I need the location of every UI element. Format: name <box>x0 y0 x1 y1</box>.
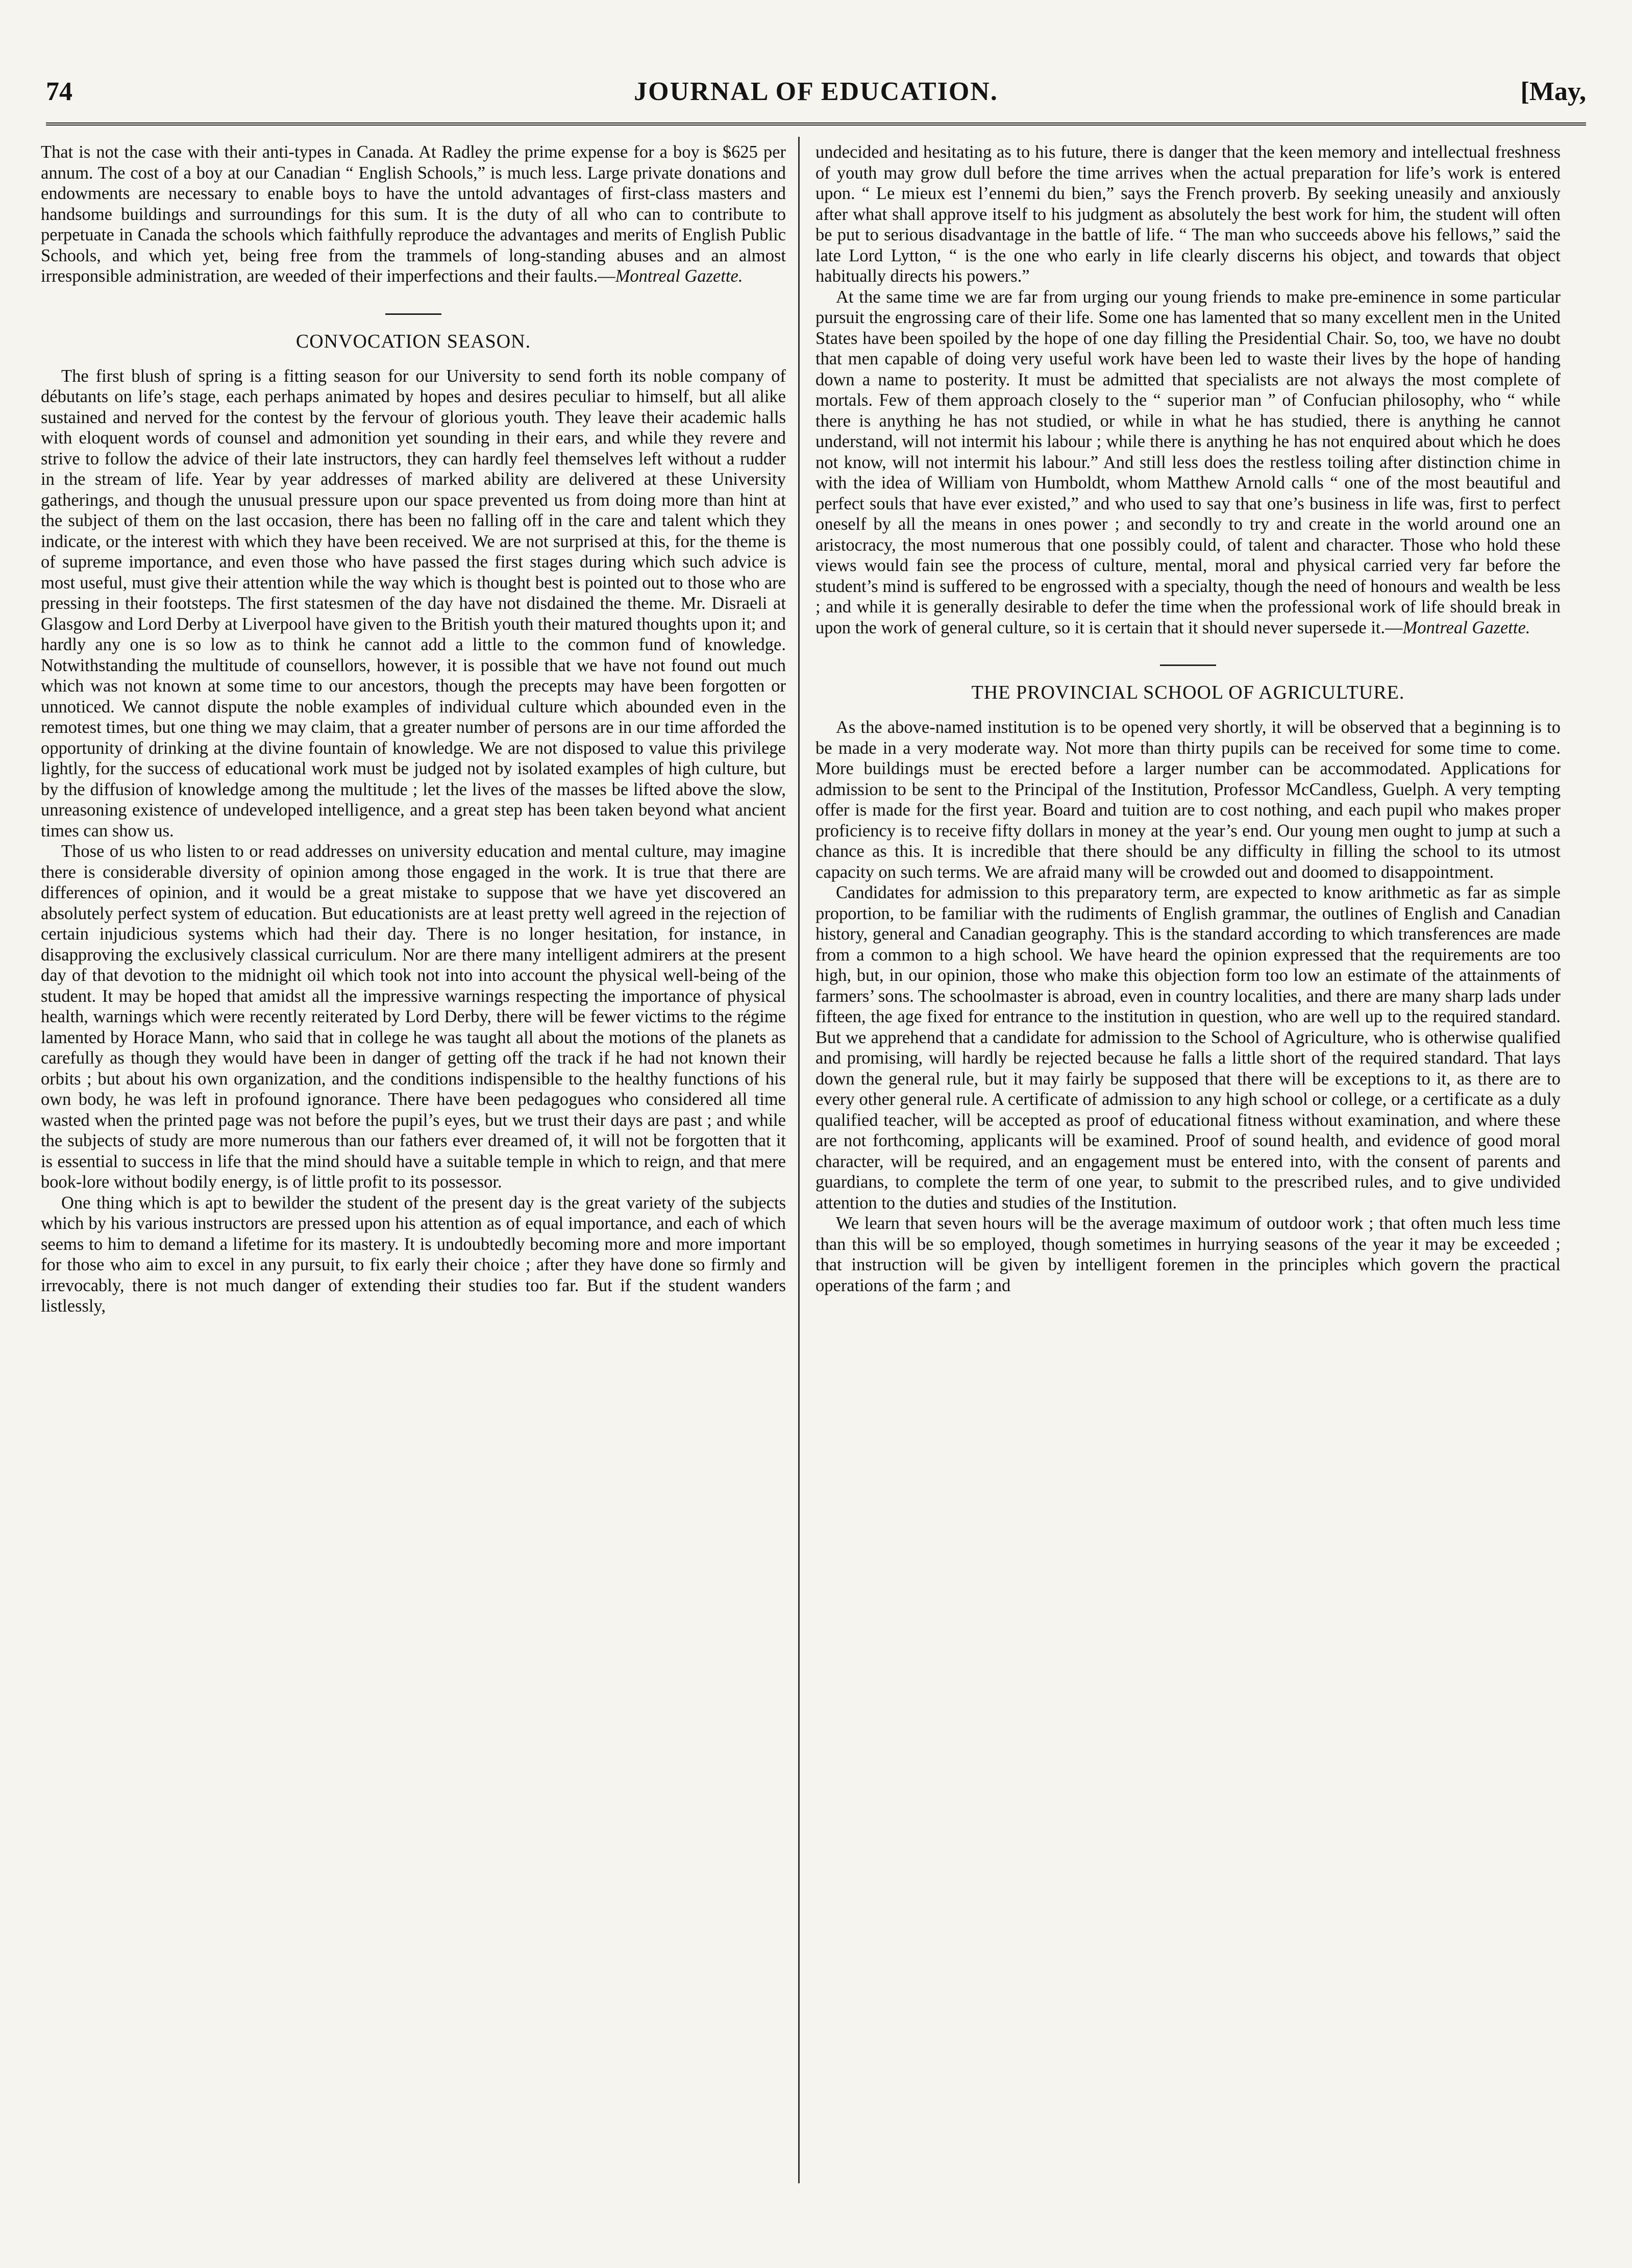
section-separator <box>1160 664 1216 666</box>
continuation-text: That is not the case with their anti-types in Canada. At Radley the prime expense for a boy is $625 per annum. The cost of a boy at our Canadian “ English Schools,” is much less. Large private donations and endowments are necessary to enable boys to have the untold advantages of first-class masters and handsome buildings and surroundings for this sum. It is the duty of all who can to contribute to perpetuate in Canada the schools which faithfully reproduce the advantages and merits of English Public Schools, and which yet, being free from the trammels of long-standing abuses and an almost irresponsible administration, are weeded of their imperfections and their faults.— <box>41 142 786 286</box>
article-paragraph: Those of us who listen to or read addresses on university education and mental culture, may imagine there is considerable diversity of opinion among those engaged in the work. It is true that there are differences of opinion, and it would be a great mistake to suppose that we have yet discovered an absolutely perfect system of education. But educationists are at least pretty well agreed in the rejection of certain injudicious systems which had their day. There is no longer hesitation, for instance, in disapproving the exclusively classical curriculum. Nor are there many intelligent admirers at the present day of that devotion to the midnight oil which took not into into account the physical well-being of the student. It may be hoped that amidst all the impressive warnings respecting the importance of physical health, warnings which were recently reiterated by Lord Derby, there will be fewer victims to the régime lamented by Horace Mann, who said that in college he was taught all about the motions of the planets as carefully as though they would have been in danger of getting off the track if he had not known their orbits ; but about his own organization, and the conditions indispensible to the healthy functions of his own body, he was left in profound ignorance. There have been pedagogues who considered all time wasted when the printed page was not before the pupil’s eyes, but we trust their days are past ; and while the subjects of study are more numerous than our fathers ever dreamed of, it will not be forgotten that it is essential to success in life that the mind should have a suitable temple in which to reign, and that mere book-lore without bodily energy, is of little profit to its possessor. <box>41 842 786 1192</box>
article-paragraph: We learn that seven hours will be the average maximum of outdoor work ; that often much less time than this will be so employed, though sometimes in hurrying seasons of the year it may be exceeded ; that instruction will be given by intelligent foremen in the principles which govern the practical operations of the farm ; and <box>815 1214 1561 1295</box>
article-paragraph <box>815 287 1561 638</box>
article-paragraph: The first blush of spring is a fitting season for our University to send forth its noble company of débutants on life’s stage, each perhaps animated by hopes and desires peculiar to himself, but all alike sustained and nerved for the contest by the fervour of glorious youth. They leave their academic halls with eloquent words of counsel and admonition yet sounding in their ears, and while they revere and strive to follow the advice of their late instructors, they can hardly feel themselves left without a rudder in the stream of life. Year by year addresses of marked ability are delivered at these University gatherings, and though the unusual pressure upon our space prevented us from doing more than hint at the subject of them on the last occasion, there has been no falling off in the care and talent which they indicate, or the interest with which they have been received. We are not surprised at this, for the theme is of supreme importance, and even those who have passed the first stages during which such advice is most useful, must give their attention while the way which is thought best is pointed out to those who are pressing in their footsteps. The first statesmen of the day have not disdained the theme. Mr. Disraeli at Glasgow and Lord Derby at Liverpool have given to the British youth their matured thoughts upon it; and hardly any one is so low as to think he cannot add a little to the common fund of knowledge. Notwithstanding the multitude of counsellors, however, it is possible that we have not found out much which was not known at some time to our ancestors, though the precepts may have been forgotten or unnoticed. We cannot dispute the noble examples of individual culture which abounded even in the remotest times, but one thing we may claim, that a greater number of persons are in our time afforded the opportunity of drinking at the divine fountain of knowledge. We are not disposed to value this privilege lightly, for the success of educational work must be judged not by isolated examples of high culture, but by the diffusion of knowledge among the multitude ; let the lives of the masses be lifted above the slow, unreasoning existence of undeveloped intelligence, and a great step has been taken beyond what ancient times can show us. <box>41 366 786 841</box>
right-column <box>815 142 1561 2178</box>
section-title-convocation: CONVOCATION SEASON. <box>295 330 531 352</box>
article-continuation: undecided and hesitating as to his future, there is danger that the keen memory and intellectual freshness of youth may grow dull before the time arrives when the actual preparation for life’s work is entered upon. “ Le mieux est l’ennemi du bien,” says the French proverb. By seeking uneasily and anxiously after what shall approve itself to his judgment as absolutely the best work for him, the student will often be put to serious disadvantage in the battle of life. “ The man who succeeds above his fellows,” said the late Lord Lytton, “ is the one who early in life clearly discerns his object, and towards that object habitually directs his powers.” <box>815 142 1561 286</box>
article-continuation <box>41 142 786 287</box>
article-paragraph: As the above-named institution is to be opened very shortly, it will be observed that a beginning is to be made in a very moderate way. Not more than thirty pupils can be received for some time to come. More buildings must be erected before a larger number can be accommodated. Applications for admission to be sent to the Principal of the Institution, Professor McCandless, Guelph. A very tempting offer is made for the first year. Board and tuition are to cost nothing, and each pupil who makes proper proficiency is to receive fifty dollars in money at the year’s end. Our young men ought to jump at such a chance as this. It is incredible that there should be any difficulty in filling the school to its utmost capacity on such terms. We are afraid many will be crowded out and doomed to disappointment. <box>815 718 1561 882</box>
journal-title: JOURNAL OF EDUCATION. <box>634 77 998 106</box>
issue-month: [May, <box>1520 77 1586 106</box>
page-number: 74 <box>46 77 72 106</box>
header-rule <box>46 122 1586 126</box>
paragraph-text: At the same time we are far from urging our young friends to make pre-eminence in some particular pursuit the engrossing care of their life. Some one has lamented that so many excellent men in the United States have been spoiled by the hope of one day filling the Presidential Chair. So, too, we have no doubt that men capable of doing very useful work have been led to waste their lives by the hope of handing down a name to posterity. It must be admitted that specialists are not always the most complete of mortals. Few of them approach closely to the “ superior man ” of Confucian philosophy, who “ while there is anything he has not studied, or while in what he has studied, there is anything he cannot understand, will not intermit his labour ; while there is anything he has not enquired about which he does not know, will not intermit his labour.” And still less does the restless toiling after distinction chime in with the idea of William von Humboldt, whom Matthew Arnold calls “ one of the most beautiful and perfect souls that have ever existed,” and who used to say that one’s business in life was, first to perfect oneself by all the means in ones power ; and secondly to try and create in the world around one an aristocracy, the most numerous that one possibly could, of talent and character. Those who hold these views would fain see the process of culture, mental, moral and physical carried very far before the student’s mind is suffered to be engrossed with a specialty, though the need of honours and wealth be less ; and while it is generally desirable to defer the time when the professional work of life should break in upon the work of general culture, so it is certain that it should never supersede it.— <box>815 287 1561 637</box>
column-divider <box>798 137 800 2183</box>
running-head <box>46 77 1586 138</box>
article-paragraph: Candidates for admission to this preparatory term, are expected to know arithmetic as far as simple proportion, to be familiar with the rudiments of English grammar, the outlines of English and Canadian history, general and Canadian geography. This is the standard according to which transferences are made from a common to a high school. We have heard the opinion expressed that the requirements are too high, but, in our opinion, those who make this objection form too low an estimate of the attainments of farmers’ sons. The schoolmaster is abroad, even in country localities, and there are many sharp lads under fifteen, the age fixed for entrance to the institution in question, who are well up to the required standard. But we apprehend that a candidate for admission to the School of Agriculture, who is otherwise qualified and promising, will hardly be rejected because he falls a little short of the required standard. That lays down the general rule, but it may fairly be supposed that there will be exceptions to it, as there are to every other general rule. A certificate of admission to any high school or college, or a certificate as a duly qualified teacher, will be accepted as proof of educational fitness without examination, and where these are not forthcoming, applicants will be examined. Proof of sound health, and evidence of good moral character, will be required, and an engagement must be entered into, with the consent of parents and guardians, to complete the term of one year, to submit to the prescribed rules, and to give undivided attention to the duties and studies of the Institution. <box>815 883 1561 1213</box>
article-paragraph: One thing which is apt to bewilder the student of the present day is the great variety of the subjects which by his various instructors are pressed upon his attention as of equal importance, and each of which seems to him to demand a lifetime for its mastery. It is undoubtedly becoming more and more important for those who aim to excel in any pursuit, to fix early their choice ; after they have done so firmly and irrevocably, there is not much danger of extending their studies too far. But if the student wanders listlessly, <box>41 1193 786 1316</box>
source-credit: Montreal Gazette. <box>615 266 743 286</box>
section-title-agriculture: THE PROVINCIAL SCHOOL OF AGRICULTURE. <box>971 682 1405 703</box>
source-credit: Montreal Gazette. <box>1402 618 1530 637</box>
left-column <box>41 142 786 2178</box>
section-separator <box>385 313 441 315</box>
